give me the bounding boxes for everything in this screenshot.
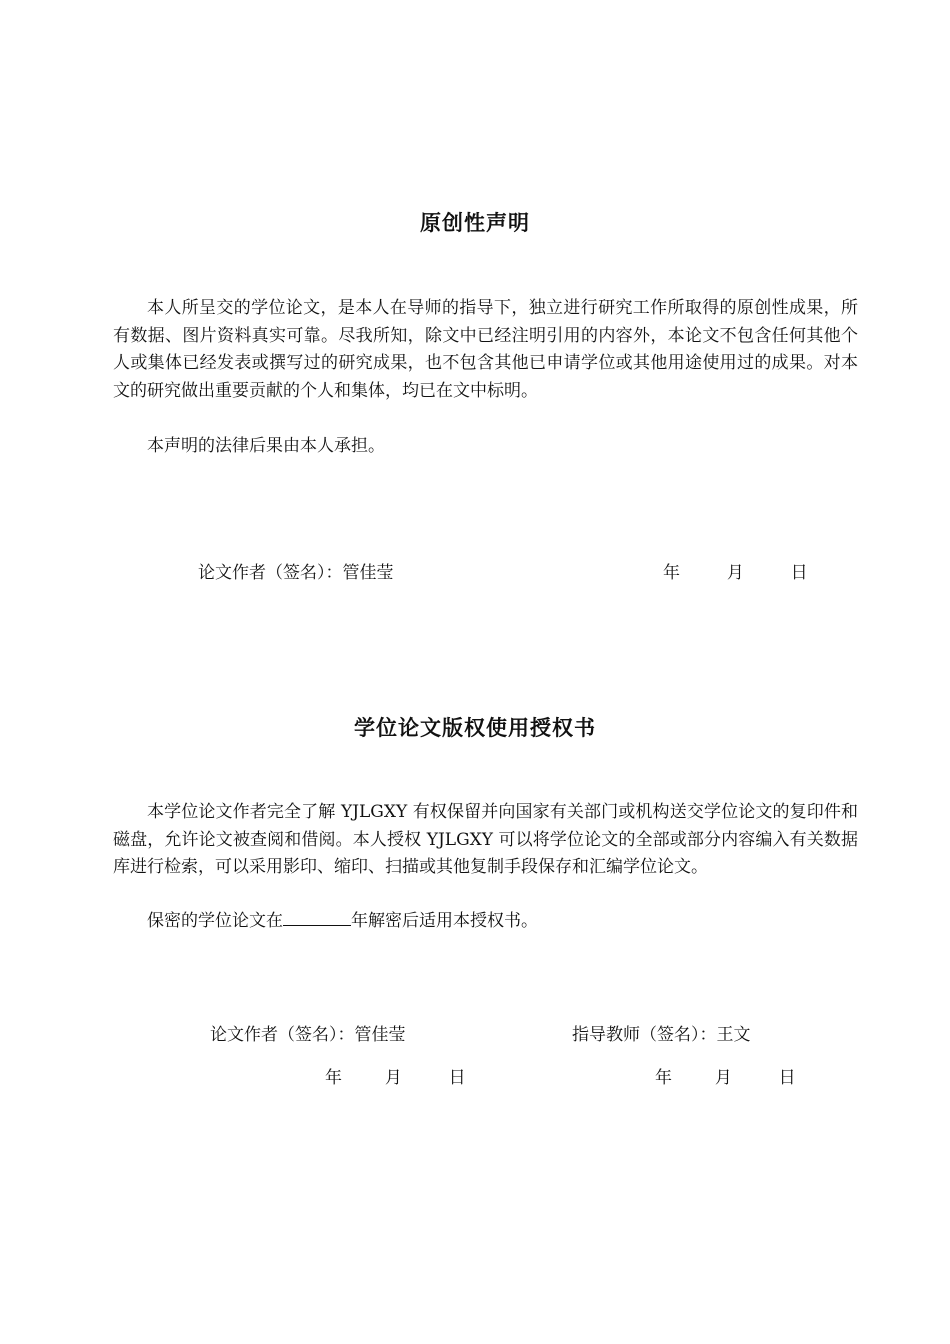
date-day: 日 [778,1068,796,1088]
date-year: 年 [663,563,680,583]
originality-author-signature: 论文作者（签名）：管佳莹 [198,563,394,583]
authorization-author-signature: 论文作者（签名）：管佳莹 [210,1025,406,1045]
authorization-paragraph-2-after: 年解密后适用本授权书。 [351,911,538,931]
originality-paragraph-1: 本人所呈交的学位论文，是本人在导师的指导下，独立进行研究工作所取得的原创性成果，所有数据、图片资料真实可靠。尽我所知，除文中已经注明引用的内容外，本论文不包含任何其他个人或集体已经发表或撰写过的研究成果，也不包含其他已申请学位或其他用途使用过的成果。对本文的研究做出重要贡献的个人和集体，均已在文中标明。 [113,298,858,401]
authorization-advisor-signature: 指导教师（签名）：王文 [572,1025,751,1045]
date-year: 年 [325,1068,342,1088]
authorization-paragraph-2 [113,908,858,936]
date-month: 月 [714,1068,732,1088]
authorization-advisor-date [655,1063,796,1088]
authorization-title: 学位论文版权使用授权书 [354,716,596,740]
date-month: 月 [726,563,744,583]
years-blank [283,909,351,926]
date-day: 日 [790,563,808,583]
authorization-author-date [325,1063,466,1088]
originality-date [663,558,808,583]
authorization-paragraph-1: 本学位论文作者完全了解 YJLGXY 有权保留并向国家有关部门或机构送交学位论文的复印件和磁盘，允许论文被查阅和借阅。本人授权 YJLGXY 可以将学位论文的全部或部分内容编入有关数据库进行检索，可以采用影印、缩印、扫描或其他复制手段保存和汇编学位论文。 [113,802,858,877]
date-month: 月 [384,1068,402,1088]
date-day: 日 [448,1068,466,1088]
date-year: 年 [655,1068,672,1088]
originality-title: 原创性声明 [420,211,530,235]
authorization-paragraph-2-before: 保密的学位论文在 [147,911,283,931]
originality-paragraph-2: 本声明的法律后果由本人承担。 [147,436,385,456]
